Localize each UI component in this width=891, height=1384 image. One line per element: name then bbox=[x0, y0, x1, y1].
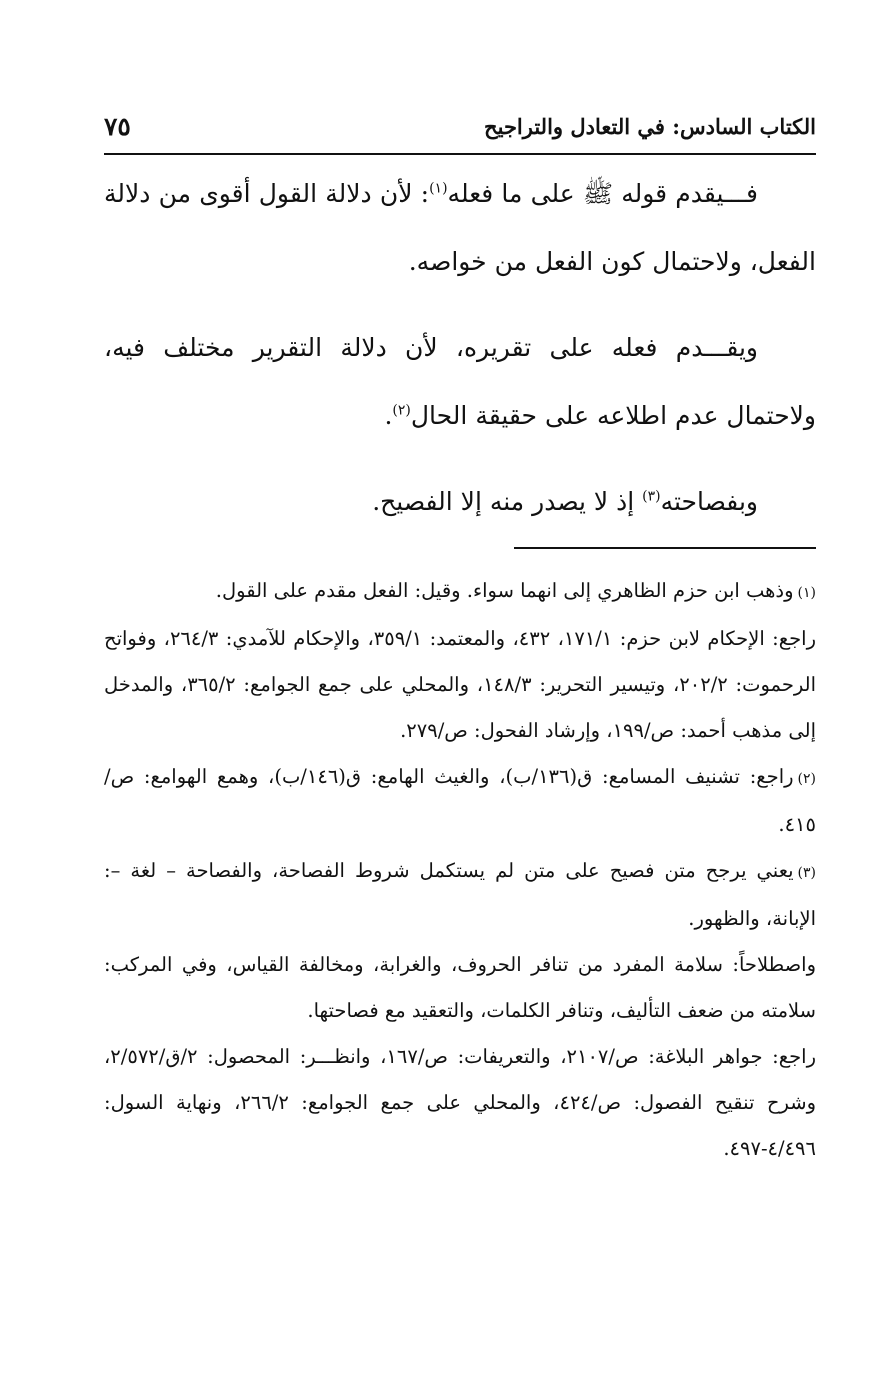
paragraph-2 bbox=[104, 314, 816, 450]
paragraph-2-text-a: ويقـــدم فعله على تقريره، لأن دلالة التقرير مختلف فيه، ولاحتمال عدم اطلاعه على حقيقة الحال bbox=[104, 333, 816, 430]
footnotes bbox=[104, 568, 816, 1172]
footnote-3-number: (٣) bbox=[797, 865, 816, 881]
footnote-1-line-2: راجع: الإحكام لابن حزم: ١٧١/١، ٤٣٢، والمعتمد: ٣٥٩/١، والإحكام للآمدي: ٢٦٤/٣، وفواتح الرحموت: ٢٠٢/٢، وتيسير التحرير: ١٤٨/٣، والمحلي على جمع الجوامع: ٣٦٥/٢، والمدخل إلى مذهب أحمد: ص/١٩٩، وإرشاد الفحول: ص/٢٧٩. bbox=[104, 627, 816, 742]
footnote-3-line-1 bbox=[104, 848, 816, 942]
footnote-1-line-1 bbox=[104, 568, 816, 616]
footnote-ref-2: (٢) bbox=[392, 402, 411, 419]
footnote-ref-1: (١) bbox=[429, 180, 448, 197]
running-title: الكتاب السادس: في التعادل والتراجيح bbox=[484, 114, 816, 139]
paragraph-3-text-a: وبفصاحته bbox=[660, 487, 758, 516]
footnote-2 bbox=[104, 754, 816, 848]
footnote-2-number: (٢) bbox=[797, 771, 816, 787]
paragraph-3-text-b: إذ لا يصدر منه إلا الفصيح. bbox=[372, 487, 643, 516]
footnote-separator bbox=[514, 547, 816, 549]
footnote-ref-3: (٣) bbox=[642, 488, 661, 505]
paragraph-3 bbox=[104, 468, 816, 536]
footnote-1-number: (١) bbox=[797, 585, 816, 601]
footnote-3-text: يعني يرجح متن فصيح على متن لم يستكمل شروط الفصاحة، والفصاحة – لغة –: الإبانة، والظهور. bbox=[104, 859, 816, 930]
paragraph-1-text-b: : لأن دلالة القول أقوى من دلالة الفعل، ولاحتمال كون الفعل من خواصه. bbox=[104, 179, 816, 276]
paragraph-1 bbox=[104, 160, 816, 296]
page-header bbox=[104, 112, 816, 152]
header-rule bbox=[104, 153, 816, 155]
paragraph-2-text-b: . bbox=[384, 401, 393, 430]
main-text bbox=[104, 160, 816, 536]
footnote-3-line-3: راجع: جواهر البلاغة: ص/٢١٠٧، والتعريفات: ص/١٦٧، وانظـــر: المحصول: ٢/ق/٢/٥٧٢، وشرح تنقيح الفصول: ص/٤٢٤، والمحلي على جمع الجوامع: ٢٦٦/٢، ونهاية السول: ٤/٤٩٦-٤٩٧. bbox=[104, 1045, 817, 1160]
footnote-3-line-2: واصطلاحاً: سلامة المفرد من تنافر الحروف، والغرابة، ومخالفة القياس، وفي المركب: سلامته من ضعف التأليف، وتنافر الكلمات، والتعقيد مع فصاحتها. bbox=[104, 953, 816, 1022]
paragraph-1-text-a: فـــيقدم قوله ﷺ على ما فعله bbox=[447, 179, 759, 208]
footnote-1-text: وذهب ابن حزم الظاهري إلى انهما سواء. وقيل: الفعل مقدم على القول. bbox=[215, 579, 794, 602]
page-number: ٧٥ bbox=[104, 112, 131, 141]
footnote-2-text: راجع: تشنيف المسامع: ق(١٣٦/ب)، والغيث الهامع: ق(١٤٦/ب)، وهمع الهوامع: ص/٤١٥. bbox=[104, 765, 816, 836]
